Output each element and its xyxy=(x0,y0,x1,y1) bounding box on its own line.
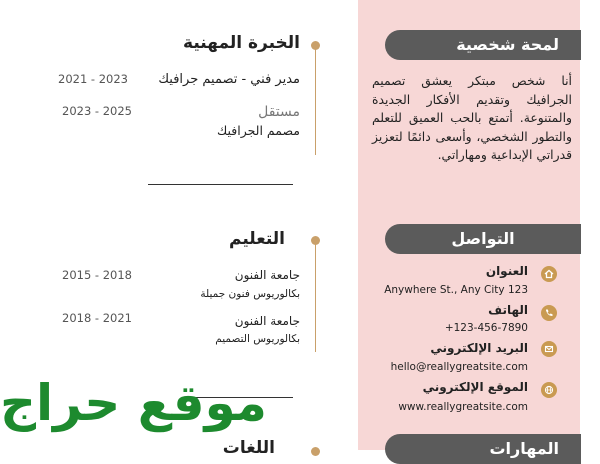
contact-email-label: البريد الإلكتروني xyxy=(430,341,528,355)
experience-subtitle: مصمم الجرافيك xyxy=(216,123,300,138)
mail-icon xyxy=(541,341,557,357)
section-divider xyxy=(148,184,293,185)
globe-icon xyxy=(541,382,557,398)
experience-title: مستقل xyxy=(258,104,300,120)
experience-years: 2023 - 2025 xyxy=(62,104,132,118)
languages-timeline-dot xyxy=(311,447,320,456)
contact-address-value: Anywhere St., Any City 123 xyxy=(384,284,528,296)
profile-heading: لمحة شخصية xyxy=(385,30,581,60)
contact-website-value[interactable]: www.reallygreatsite.com xyxy=(398,401,528,413)
education-timeline-line xyxy=(315,242,316,352)
experience-timeline-line xyxy=(315,45,316,155)
home-icon xyxy=(541,266,557,282)
experience-timeline-dot xyxy=(311,41,320,50)
experience-title: مدير فني - تصميم جرافيك xyxy=(158,72,300,87)
education-degree: بكالوريوس فنون جميلة xyxy=(200,288,300,300)
education-school: جامعة الفنون xyxy=(234,314,300,328)
contact-address-label: العنوان xyxy=(485,264,528,278)
contact-website-label: الموقع الإلكتروني xyxy=(422,380,528,394)
skills-heading: المهارات xyxy=(385,434,581,464)
education-years: 2018 - 2021 xyxy=(62,311,132,325)
profile-text: أنا شخص مبتكر يعشق تصميم الجرافيك وتقديم الأفكار الجديدة والمتنوعة. أتمتع بالحب العميق للتعلم والتطور الشخصي، وأسعى دائمًا لتعزيز قدراتي الإبداعية ومهاراتي. xyxy=(372,73,572,162)
experience-years: 2021 - 2023 xyxy=(58,72,128,86)
contact-phone-label: الهاتف xyxy=(488,303,528,317)
languages-heading: اللغات xyxy=(222,438,275,458)
contact-email-value[interactable]: hello@reallygreatsite.com xyxy=(390,361,528,373)
education-timeline-dot xyxy=(311,236,320,245)
contact-heading: التواصل xyxy=(385,224,581,254)
education-years: 2015 - 2018 xyxy=(62,268,132,282)
watermark-text: موقع حراج xyxy=(0,374,267,432)
education-degree: بكالوريوس التصميم xyxy=(215,333,300,345)
experience-heading: الخبرة المهنية xyxy=(183,33,300,53)
contact-phone-value[interactable]: +123-456-7890 xyxy=(444,322,528,334)
phone-icon xyxy=(541,305,557,321)
education-heading: التعليم xyxy=(229,229,285,249)
education-school: جامعة الفنون xyxy=(234,268,300,282)
